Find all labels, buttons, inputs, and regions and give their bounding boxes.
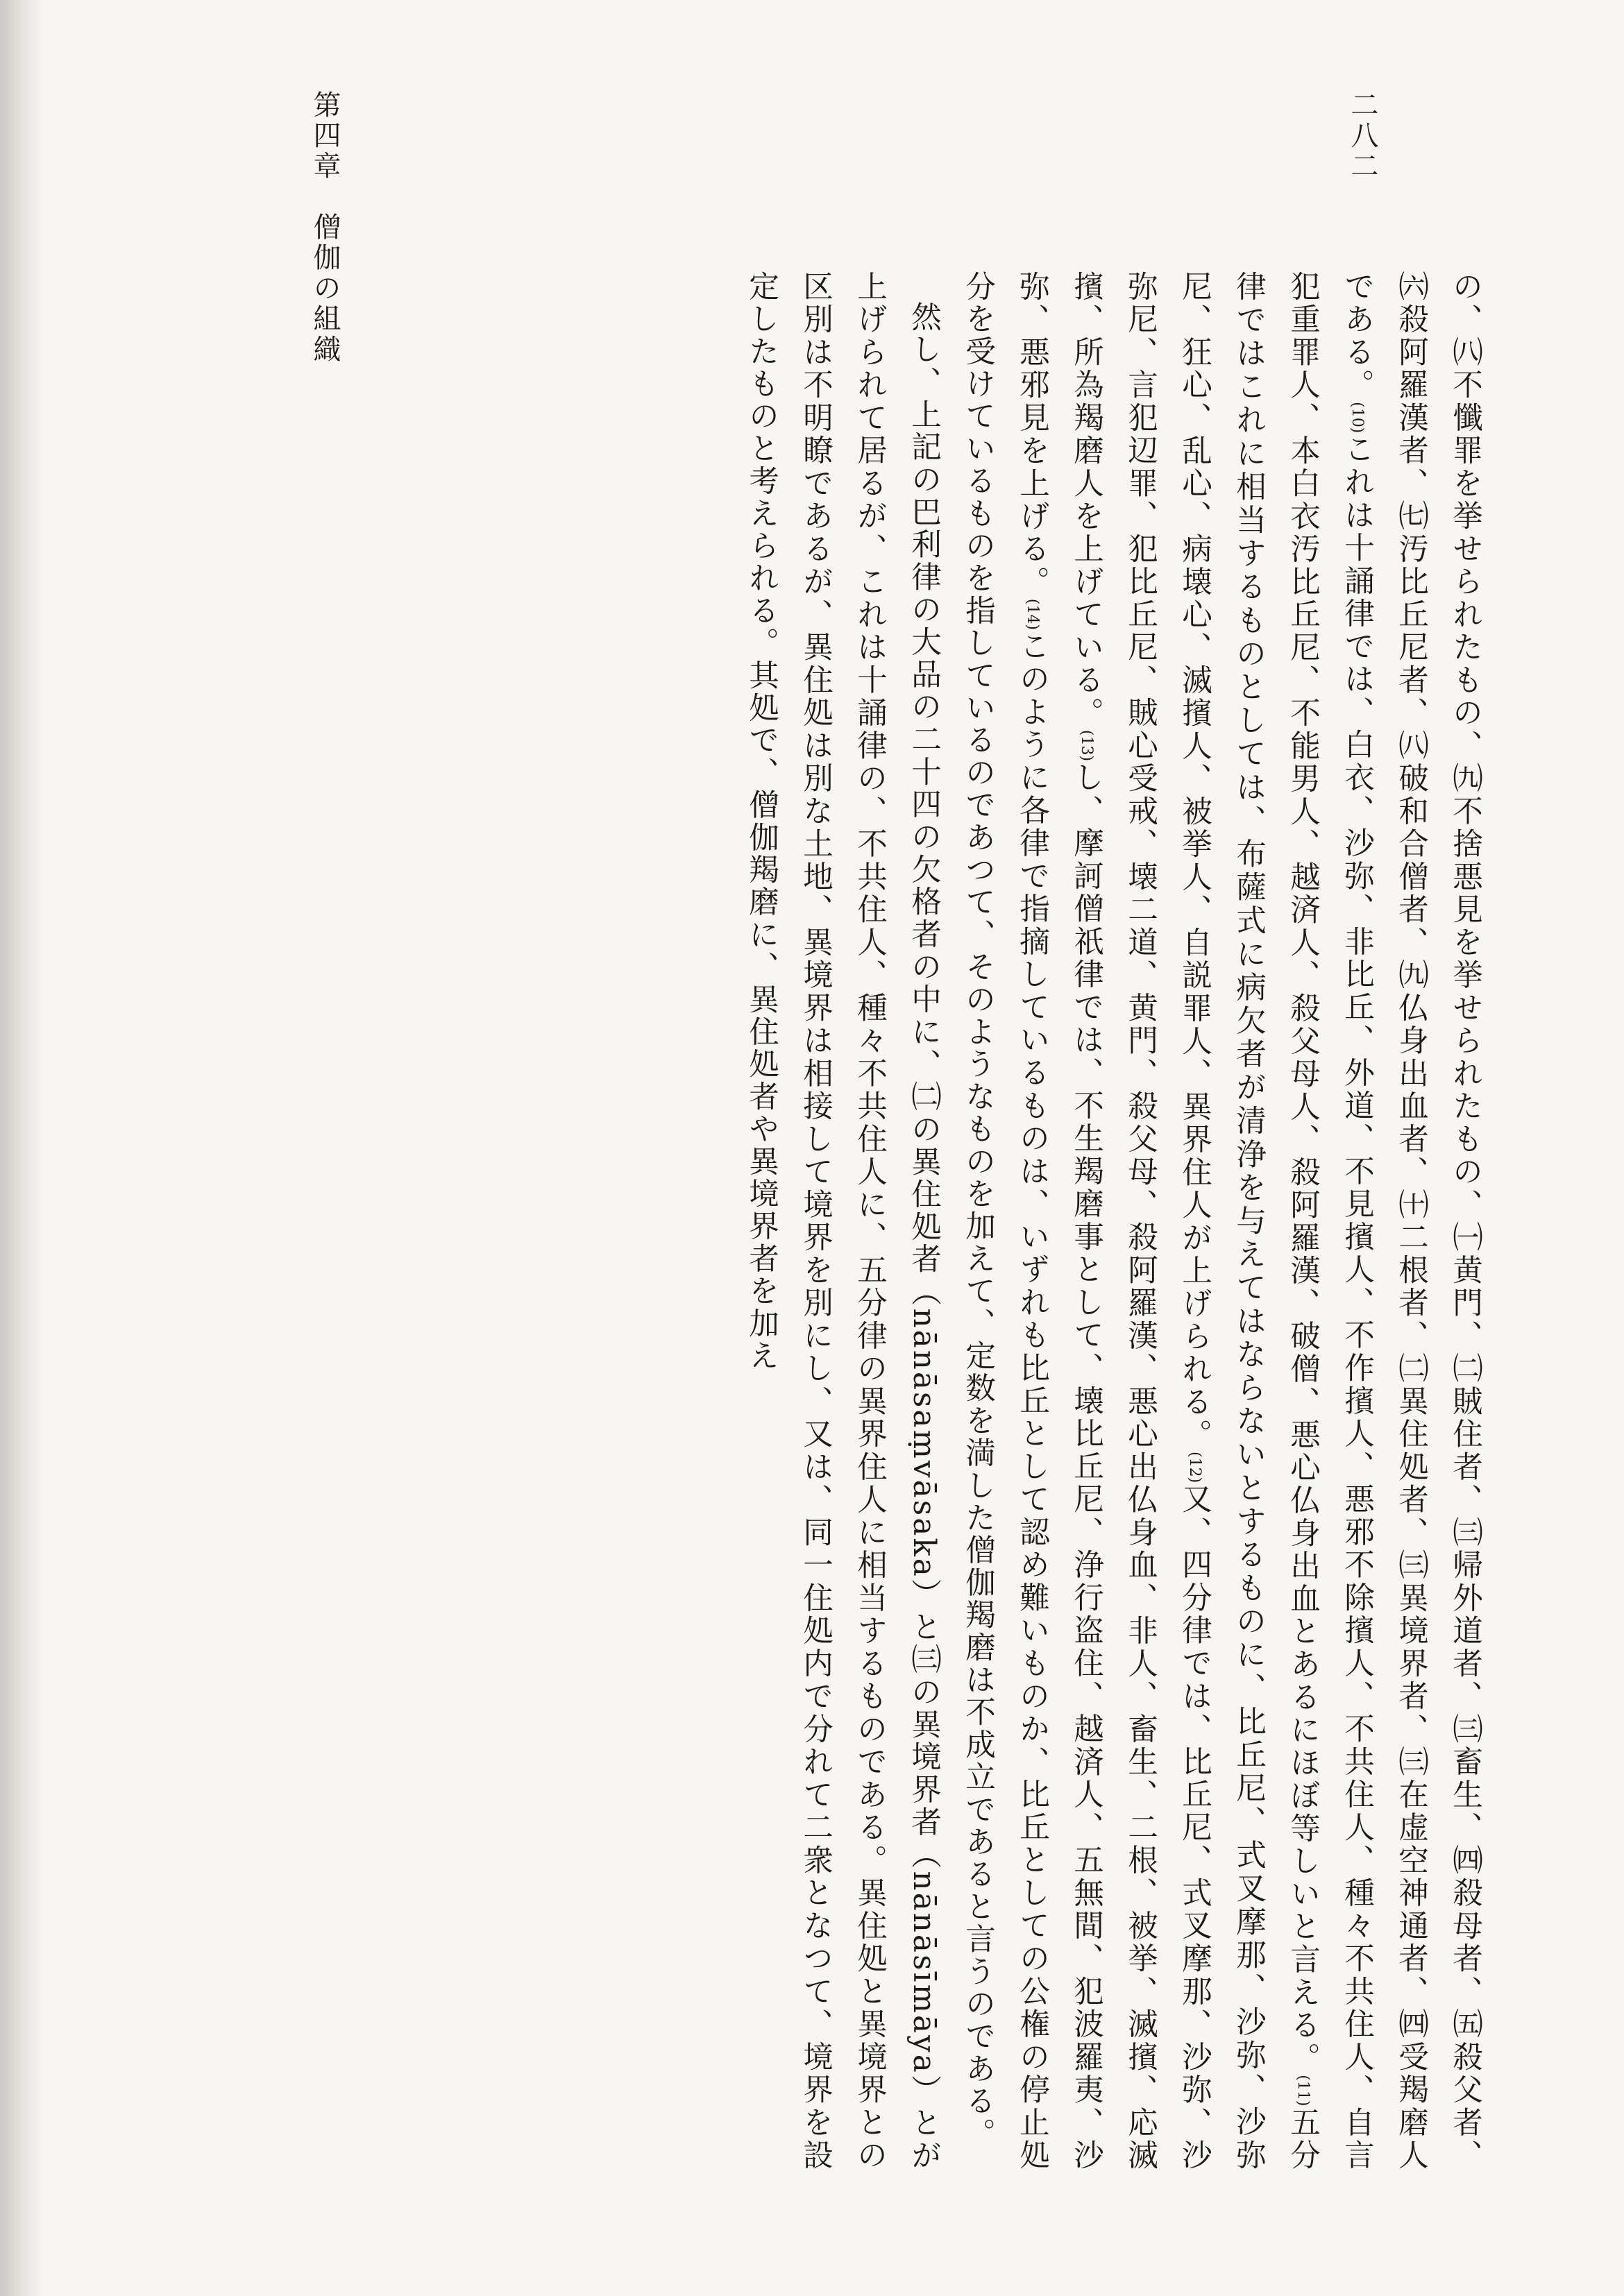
note-ref-13: (13)	[1078, 729, 1095, 762]
page-text	[208, 271, 1492, 2172]
para1-text-4: 又、四分律では、比丘尼、式叉摩那、沙弥、沙弥尼、言犯辺罪、犯比丘尼、賊心受戒、壊二道、黄門、殺父母、殺阿羅漢、悪心出仏身血、非人、畜生、二根、被挙、滅擯、応滅擯、所為羯磨人を上げている。	[1069, 271, 1212, 2172]
para1-text-2: これは十誦律では、白衣、沙弥、非比丘、外道、不見擯人、不作擯人、悪邪不除擯人、不共住人、種々不共住人、自言犯重罪人、本白衣汚比丘尼、不能男人、越済人、殺父母人、殺阿羅漢、破僧、悪心仏身出血とあるにほぼ等しいと言える。	[1285, 271, 1374, 2172]
note-ref-11: (11)	[1294, 2075, 1312, 2107]
note-ref-12: (12)	[1186, 1452, 1203, 1483]
para1-text-6: このように各律で指摘しているものは、いずれも比丘として認め難いものか、比丘としての公権の停止処分を受けているものを指しているのであつて、そのようなものを加えて、定数を満した僧伽羯磨は不成立であると言うのである。	[961, 271, 1049, 2172]
note-ref-10: (10)	[1348, 402, 1366, 434]
chapter-title: 第四章 僧伽の組織	[309, 90, 341, 365]
page-number: 二八二	[1346, 90, 1378, 182]
paragraph-1	[951, 271, 1492, 2172]
binding-edge-shadow	[0, 0, 44, 2296]
paragraph-2	[734, 271, 951, 2172]
para1-text-5: し、摩訶僧祇律では、不生羯磨事として、壊比丘尼、浄行盗住、越済人、五無間、犯波羅夷、沙弥、悪邪見を上げる。	[1015, 271, 1103, 2172]
note-ref-14: (14)	[1024, 598, 1041, 630]
para1-text-3: 五分律ではこれに相当するものとしては、布薩式に病欠者が清浄を与えてはならないとするものに、比丘尼、式叉摩那、沙弥、沙弥尼、狂心、乱心、病壊心、滅擯人、被挙人、自説罪人、異界住人が上げられる。	[1177, 271, 1320, 2172]
para2-text: 然し、上記の巴利律の大品の二十四の欠格者の中に、㈡の異住処者（nānāsaṃvāsaka）と㈢の異境界者（nānāsīmāya）とが上げられて居るが、これは十誦律の、不共住人、種々不共住人に、五分律の異界住人に相当するものである。異住処と異境界との区別は不明瞭であるが、異住処は別な土地、異境界は相接して境界を別にし、又は、同一住処内で分れて二衆となつて、境界を設定したものと考えられる。其処で、僧伽羯磨に、異住処者や異境界者を加え	[744, 271, 941, 2172]
para1-text-1: の、㈧不懺罪を挙せられたもの、㈨不捨悪見を挙せられたもの、㈠黄門、㈡賊住者、㈢帰外道者、㈢畜生、㈣殺母者、㈤殺父者、㈥殺阿羅漢者、㈦汚比丘尼者、㈧破和合僧者、㈨仏身出血者、㈩二根者、㈡異住処者、㈢異境界者、㈢在虚空神通者、㈣受羯磨人である。	[1339, 271, 1482, 2172]
